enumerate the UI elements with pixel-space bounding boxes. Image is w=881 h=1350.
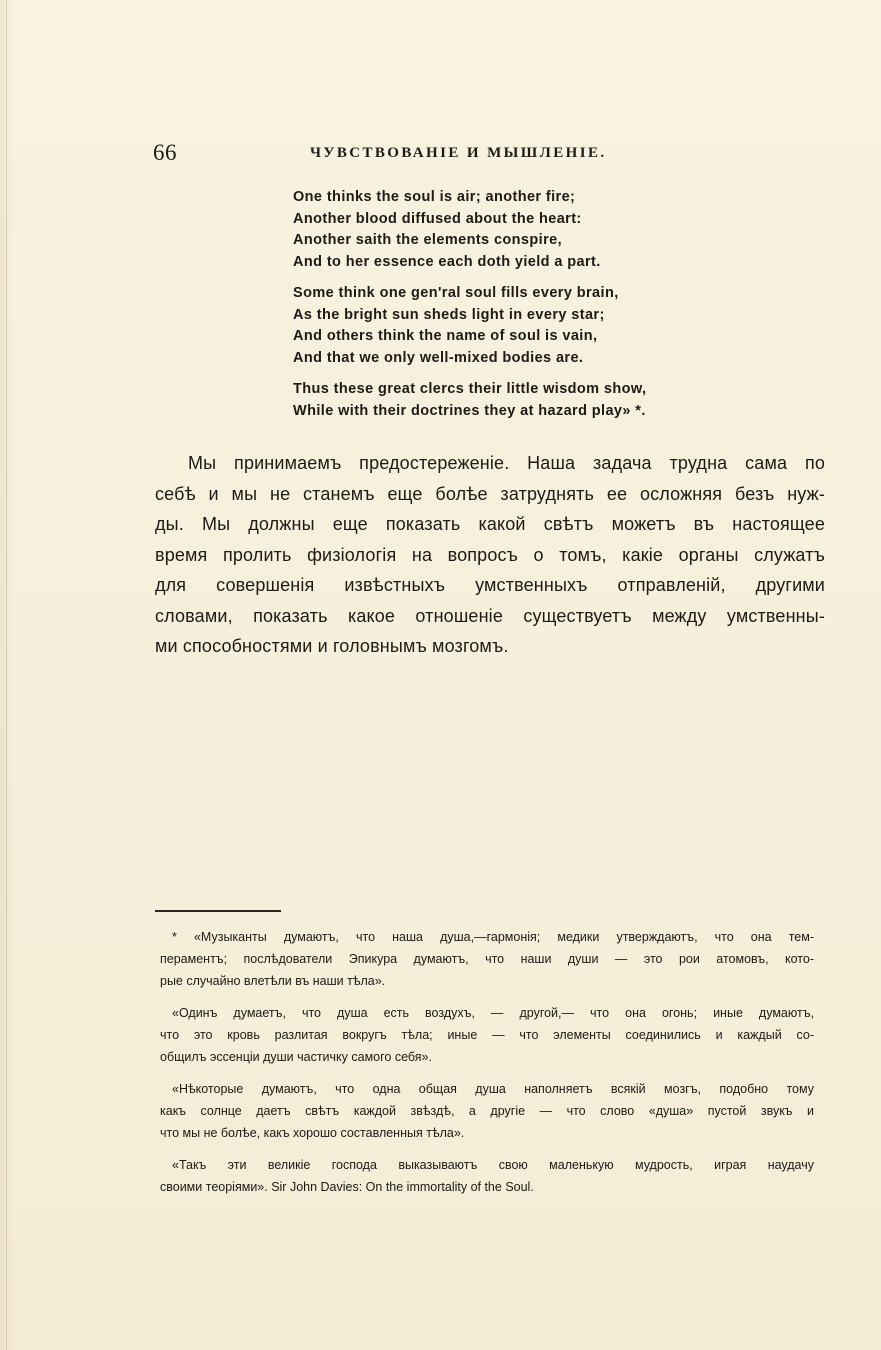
poem-line: While with their doctrines they at hazard play» *. — [293, 402, 646, 419]
poem-stanza — [293, 283, 813, 369]
main-paragraph — [155, 448, 825, 662]
footnote-line: пераментъ; послѣдователи Эпикура думаютъ, что наши души — это рои атомовъ, кото- — [160, 952, 814, 966]
poem-line: Some think one gen'ral soul fills every brain, — [293, 285, 619, 301]
footnote-line: что это кровь разлитая вокругъ тѣла; иные — что элементы соединились и каждый со- — [160, 1028, 814, 1042]
page-gutter-edge — [6, 0, 7, 1350]
paragraph-line: для совершенія извѣстныхъ умственныхъ отправленій, другими — [155, 575, 825, 595]
footnote-line: «Одинъ думаетъ, что душа есть воздухъ, — другой,— что она огонь; иные думаютъ, — [172, 1006, 814, 1020]
footnote — [160, 1154, 814, 1198]
footnote-line: рые случайно влетѣли въ наши тѣла». — [160, 974, 386, 988]
poem-stanza — [293, 379, 813, 422]
footnote-line: какъ солнце даетъ свѣтъ каждой звѣздѣ, а другіе — что слово «душа» пустой звукъ и — [160, 1104, 814, 1118]
footnotes — [160, 926, 814, 1208]
footnote-rule — [155, 910, 281, 912]
footnote-line: общилъ эссенціи души частичку самого себя». — [160, 1050, 432, 1064]
footnote-line: своими теоріями». Sir John Davies: On the immortality of the Soul. — [160, 1180, 534, 1194]
poem-quotation — [293, 187, 813, 432]
page-number: 66 — [153, 140, 177, 165]
paragraph-line: себѣ и мы не станемъ еще болѣе затруднять ее осложняя безъ нуж- — [155, 483, 825, 504]
paragraph-line: Мы принимаемъ предостереженіе. Наша задача трудна сама по — [188, 453, 825, 473]
poem-line: Thus these great clercs their little wisdom show, — [293, 381, 647, 397]
poem-line: Another blood diffused about the heart: — [293, 210, 582, 227]
poem-line: And that we only well-mixed bodies are. — [293, 349, 584, 366]
paragraph-line: ды. Мы должны еще показать какой свѣтъ можетъ въ настоящее — [155, 514, 825, 534]
footnote-line: что мы не болѣе, какъ хорошо составленныя тѣла». — [160, 1126, 465, 1140]
footnote-line: «Нѣкоторые думаютъ, что одна общая душа наполняетъ всякій мозгъ, подобно тому — [172, 1082, 814, 1096]
poem-line: One thinks the soul is air; another fire; — [293, 189, 576, 205]
footnote-line: * «Музыканты думаютъ, что наша душа,—гармонія; медики утверждаютъ, что она тем- — [172, 930, 814, 944]
footnote — [160, 1078, 814, 1144]
poem-line: And to her essence each doth yield a part. — [293, 253, 601, 270]
paragraph-line: время пролить физіологія на вопросъ о томъ, какіе органы служатъ — [155, 544, 825, 565]
running-head — [153, 140, 853, 164]
poem-line: And others think the name of soul is vain, — [293, 328, 598, 344]
footnote — [160, 926, 814, 992]
chapter-title: ЧУВСТВОВАНІЕ И МЫШЛЕНІЕ. — [310, 145, 607, 161]
paragraph-line: ми способностями и головнымъ мозгомъ. — [155, 636, 509, 656]
footnote — [160, 1002, 814, 1068]
paragraph-line: словами, показать какое отношеніе существуетъ между умственны- — [155, 605, 825, 626]
poem-line: Another saith the elements conspire, — [293, 232, 563, 248]
poem-line: As the bright sun sheds light in every star; — [293, 306, 605, 323]
poem-stanza — [293, 187, 813, 273]
footnote-line: «Такъ эти великіе господа выказываютъ свою маленькую мудрость, играя наудачу — [172, 1158, 814, 1172]
